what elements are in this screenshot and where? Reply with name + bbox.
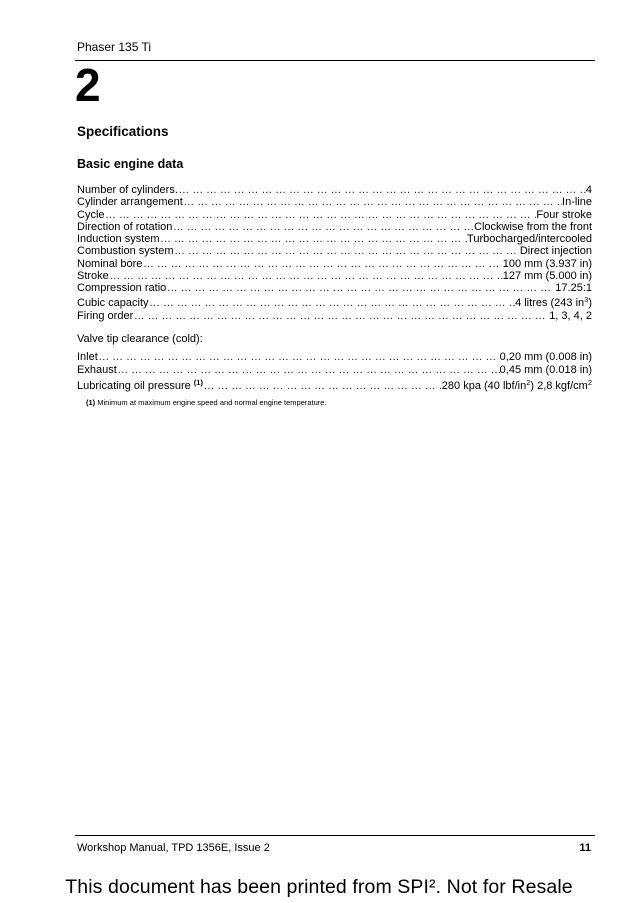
valve-clearance-list bbox=[77, 351, 592, 393]
spec-row-nominal-bore bbox=[77, 258, 592, 270]
dot-leader bbox=[183, 196, 562, 208]
spec-value: 1, 3, 4, 2 bbox=[549, 309, 592, 322]
spec-label bbox=[77, 376, 203, 393]
spec-label: Combustion system bbox=[77, 245, 174, 258]
page-number: 11 bbox=[579, 842, 591, 854]
footnote-reference: (1) bbox=[193, 378, 203, 388]
spec-label: Cubic capacity bbox=[77, 296, 149, 309]
footer-document-reference: Workshop Manual, TPD 1356E, Issue 2 bbox=[77, 842, 270, 854]
spec-label: Firing order bbox=[77, 309, 134, 322]
spec-label: Stroke bbox=[77, 270, 109, 283]
engine-data-list bbox=[77, 184, 592, 322]
spec-value: Direct injection bbox=[519, 245, 592, 258]
dot-leader bbox=[109, 270, 503, 282]
footnote-text: Minimum at maximum engine speed and normal engine temperature. bbox=[97, 398, 327, 407]
unit-superscript: 2 bbox=[587, 378, 592, 388]
spec-value: 0,20 mm (0.008 in) bbox=[499, 351, 592, 363]
spec-label: Number of cylinders. bbox=[77, 184, 178, 196]
spec-label: Cycle bbox=[77, 208, 105, 221]
cubic-capacity-value: 4 litres (243 in bbox=[515, 296, 585, 309]
spec-value: 4 bbox=[585, 184, 592, 196]
spec-row-direction-of-rotation bbox=[77, 221, 592, 233]
spec-row-cylinder-arrangement bbox=[77, 196, 592, 208]
resale-notice: This document has been printed from SPI². Not for Resale bbox=[65, 876, 573, 898]
spec-value: Four stroke bbox=[536, 208, 592, 221]
spec-value bbox=[442, 376, 592, 393]
spec-row-induction-system bbox=[77, 233, 592, 245]
dot-leader bbox=[203, 376, 442, 393]
unit-superscript: 2 bbox=[526, 378, 531, 388]
dot-leader bbox=[98, 351, 500, 364]
unit-superscript: 3 bbox=[584, 295, 589, 304]
spec-value: 17.25:1 bbox=[555, 282, 592, 295]
dot-leader bbox=[117, 364, 500, 377]
spec-label: Inlet bbox=[77, 351, 98, 363]
running-header: Phaser 135 Ti bbox=[77, 40, 152, 54]
subsection-title: Basic engine data bbox=[77, 157, 184, 171]
spec-row-compression-ratio bbox=[77, 282, 592, 294]
spec-label: Exhaust bbox=[77, 363, 117, 376]
chapter-number: 2 bbox=[75, 59, 101, 111]
spec-row-inlet bbox=[77, 351, 592, 364]
dot-leader bbox=[172, 221, 474, 233]
spec-value bbox=[515, 296, 592, 310]
dot-leader bbox=[166, 282, 555, 294]
spec-value: In-line bbox=[562, 196, 592, 209]
dot-leader bbox=[149, 296, 516, 310]
dot-leader bbox=[105, 209, 537, 221]
spec-value: 127 mm (5.000 in) bbox=[502, 270, 592, 283]
valve-clearance-heading: Valve tip clearance (cold): bbox=[77, 333, 203, 345]
dot-leader bbox=[174, 245, 520, 257]
spec-row-stroke bbox=[77, 270, 592, 282]
spec-label: Cylinder arrangement bbox=[77, 196, 183, 209]
dot-leader bbox=[133, 310, 549, 322]
spec-value: Turbocharged/intercooled bbox=[467, 233, 592, 246]
spec-value: Clockwise from the front bbox=[474, 220, 592, 233]
spec-value: 100 mm (3.937 in) bbox=[502, 257, 592, 270]
dot-leader bbox=[160, 233, 468, 245]
spec-label: Nominal bore bbox=[77, 257, 143, 270]
dot-leader bbox=[142, 258, 502, 270]
spec-value: 0,45 mm (0.018 in) bbox=[499, 363, 592, 376]
footnote bbox=[86, 398, 327, 407]
spec-row-lubricating-oil-pressure bbox=[77, 376, 592, 393]
dot-leader bbox=[178, 184, 586, 196]
spec-row-cycle bbox=[77, 209, 592, 221]
footnote-marker: (1) bbox=[86, 398, 96, 407]
spec-label: Induction system bbox=[77, 233, 160, 246]
spec-label: Direction of rotation bbox=[77, 220, 173, 233]
oil-pressure-value-part1: 280 kpa (40 lbf/in bbox=[441, 380, 527, 393]
section-title: Specifications bbox=[77, 124, 169, 139]
spec-row-exhaust bbox=[77, 364, 592, 377]
spec-row-combustion-system bbox=[77, 245, 592, 257]
cubic-capacity-value-end: ) bbox=[588, 296, 592, 309]
spec-row-cubic-capacity bbox=[77, 296, 592, 310]
footer-rule bbox=[75, 835, 595, 836]
spec-label: Compression ratio bbox=[77, 282, 167, 295]
header-rule bbox=[75, 60, 595, 61]
oil-pressure-label: Lubricating oil pressure bbox=[77, 380, 191, 393]
spec-row-cylinders bbox=[77, 184, 592, 196]
oil-pressure-value-part2: ) 2,8 kgf/cm bbox=[530, 380, 588, 393]
spec-row-firing-order bbox=[77, 310, 592, 322]
